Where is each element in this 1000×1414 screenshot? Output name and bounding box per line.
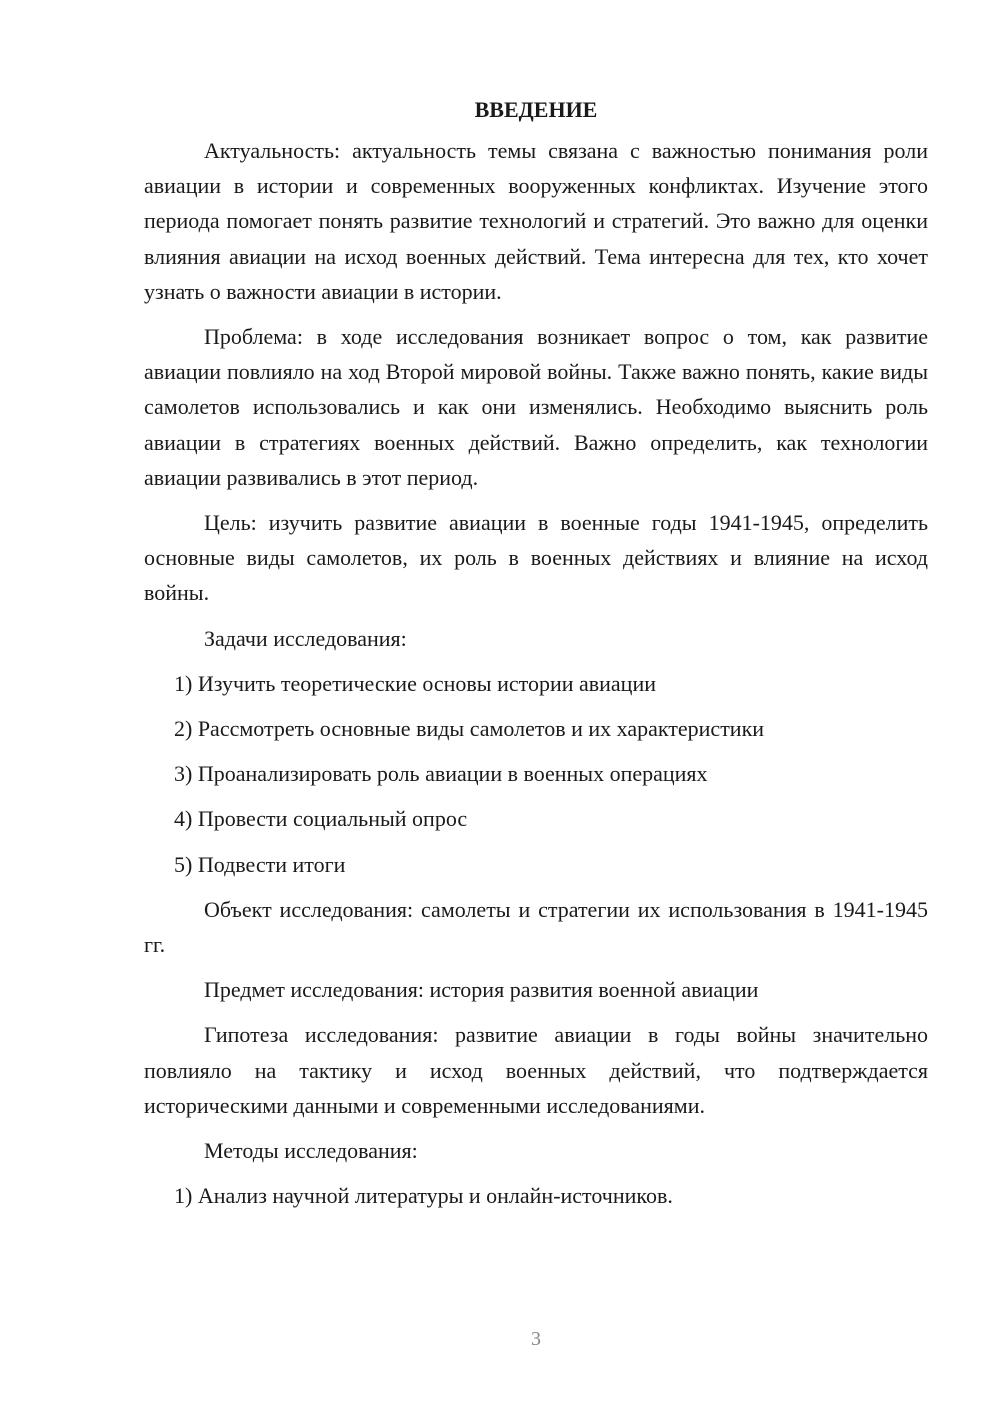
relevance-paragraph: Актуальность: актуальность темы связана с важностью понимания роли авиации в истории и современных вооруженных конфликтах. Изучение этого периода помогает понять развитие технологий и стратегий. Это важно для оценки влияния авиации на исход военных действий. Тема интересна для тех, кто хочет узнать о важности авиации в истории. <box>144 138 928 304</box>
list-item: 3) Проанализировать роль авиации в военных операциях <box>174 761 708 787</box>
section-heading: ВВЕДЕНИЕ <box>474 97 598 122</box>
tasks-title: Задачи исследования: <box>204 625 407 651</box>
object-paragraph: Объект исследования: самолеты и стратегии их использования в 1941-1945 гг. <box>144 896 928 958</box>
list-item: 2) Рассмотреть основные виды самолетов и их характеристики <box>174 716 765 742</box>
tasks-list <box>144 666 928 882</box>
methods-list <box>144 1178 928 1213</box>
subject-paragraph: Предмет исследования: история развития военной авиации <box>204 977 759 1003</box>
goal-paragraph: Цель: изучить развитие авиации в военные годы 1941-1945, определить основные виды самолетов, их роль в военных действиях и влияние на исход войны. <box>144 510 928 606</box>
page-number: 3 <box>531 1328 541 1350</box>
list-item: 1) Изучить теоретические основы истории авиации <box>174 670 657 696</box>
list-item: 5) Подвести итоги <box>174 851 346 877</box>
problem-paragraph: Проблема: в ходе исследования возникает вопрос о том, как развитие авиации повлияло на ход Второй мировой войны. Также важно понять, какие виды самолетов использовались и как они изменялись. Необходимо выяснить роль авиации в стратегиях военных действий. Важно определить, как технологии авиации развивались в этот период. <box>144 324 928 490</box>
list-item: 4) Провести социальный опрос <box>174 806 468 832</box>
document-page <box>144 92 928 1223</box>
methods-title: Методы исследования: <box>204 1138 418 1164</box>
hypothesis-paragraph: Гипотеза исследования: развитие авиации в годы войны значительно повлияло на тактику и исход военных действий, что подтверждается историческими данными и современными исследованиями. <box>144 1022 928 1118</box>
list-item: 1) Анализ научной литературы и онлайн-источников. <box>174 1183 673 1209</box>
